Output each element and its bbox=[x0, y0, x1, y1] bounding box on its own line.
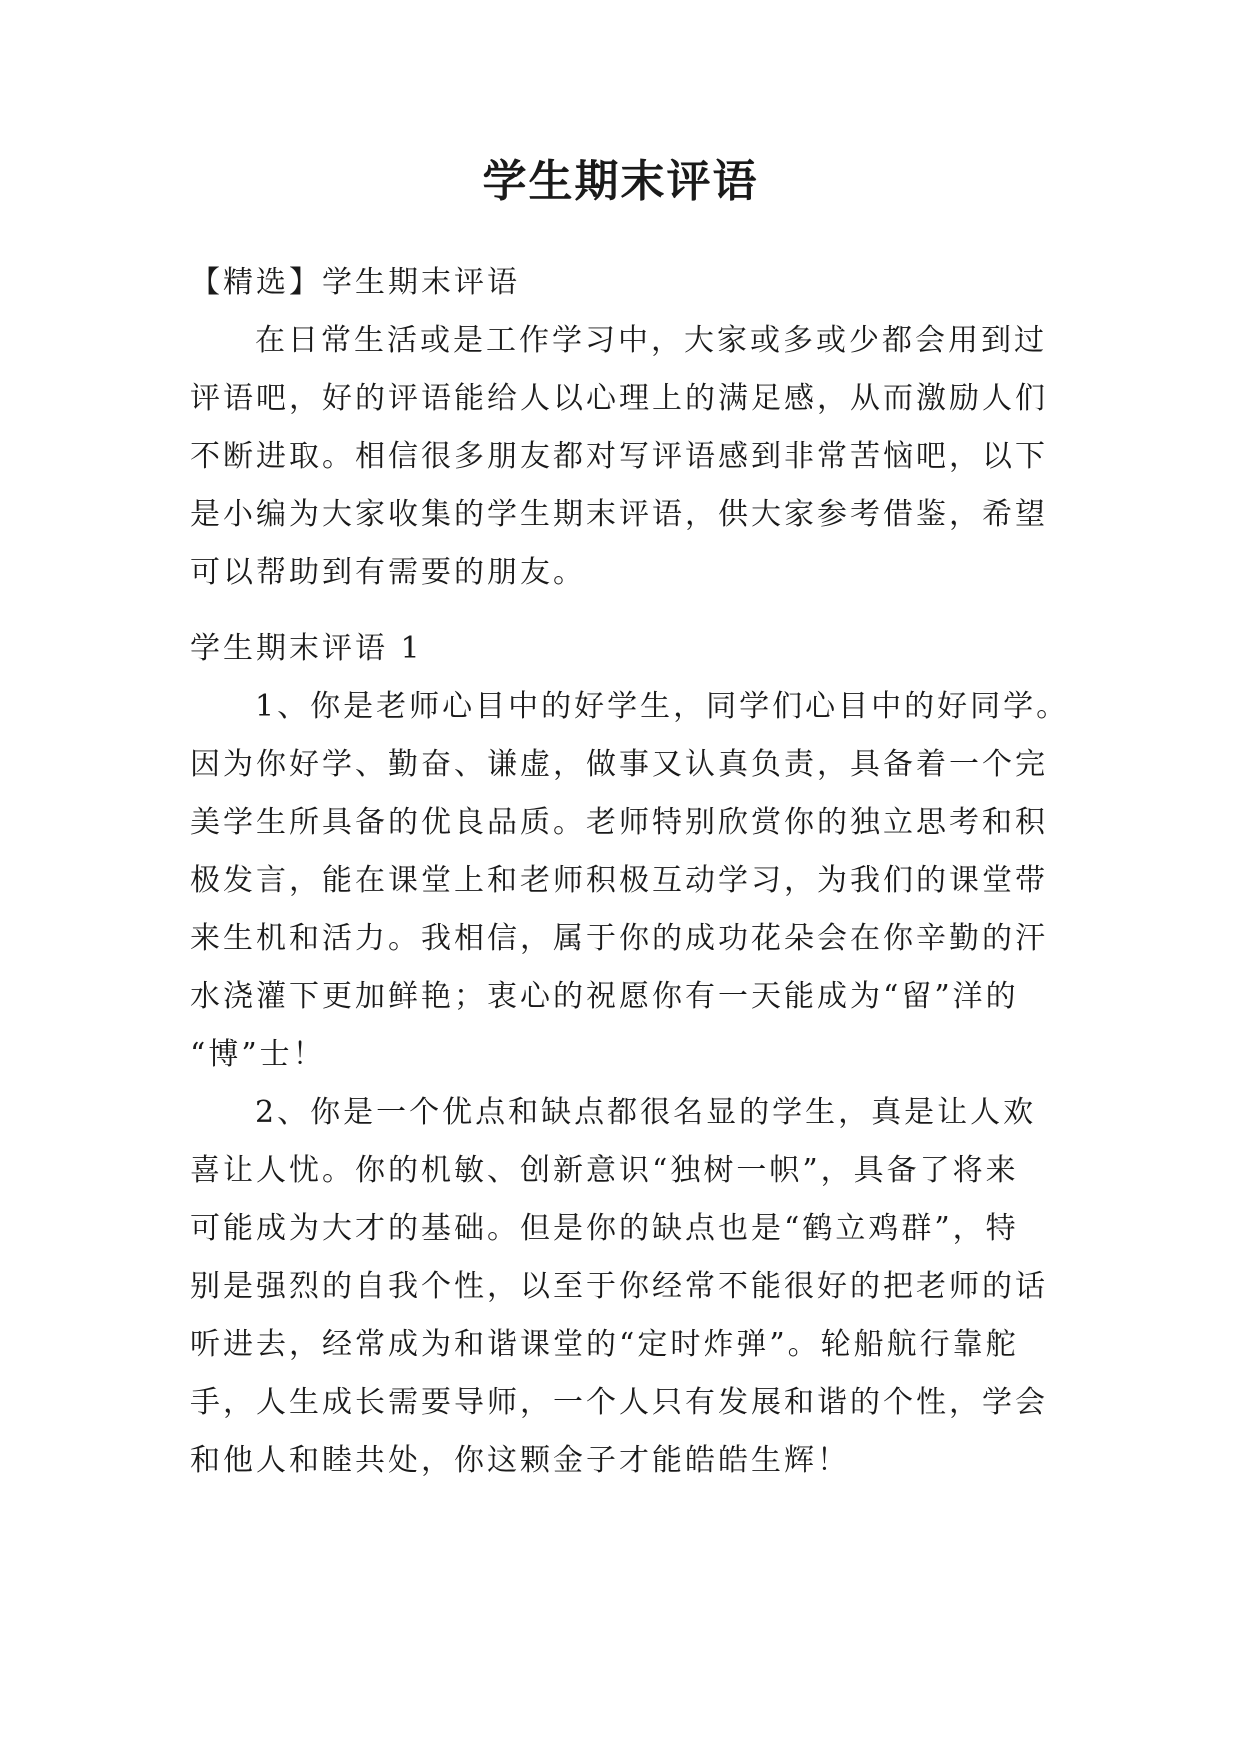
item-2-line: 可能成为大才的基础。但是你的缺点也是“鹤立鸡群”，特 bbox=[190, 1211, 1019, 1246]
section-heading: 学生期末评语 1 bbox=[190, 631, 423, 666]
intro-line: 不断进取。相信很多朋友都对写评语感到非常苦恼吧，以下 bbox=[190, 439, 1048, 474]
item-1-line: 来生机和活力。我相信，属于你的成功花朵会在你辛勤的汗 bbox=[190, 921, 1048, 956]
item-2-line: 听进去，经常成为和谐课堂的“定时炸弹”。轮船航行靠舵 bbox=[190, 1327, 1019, 1362]
item-1-line: 因为你好学、勤奋、谦虚，做事又认真负责，具备着一个完 bbox=[190, 747, 1048, 782]
intro-line: 是小编为大家收集的学生期末评语，供大家参考借鉴，希望 bbox=[190, 497, 1048, 532]
item-2-line: 喜让人忧。你的机敏、创新意识“独树一帜”，具备了将来 bbox=[190, 1153, 1019, 1188]
item-1-line: 美学生所具备的优良品质。老师特别欣赏你的独立思考和积 bbox=[190, 805, 1048, 840]
item-2-line: 手，人生成长需要导师，一个人只有发展和谐的个性，学会 bbox=[190, 1385, 1048, 1420]
item-2-line: 2、你是一个优点和缺点都很名显的学生，真是让人欢 bbox=[255, 1095, 1037, 1130]
item-2-line: 和他人和睦共处，你这颗金子才能皓皓生辉！ bbox=[190, 1443, 850, 1478]
item-1-line: 水浇灌下更加鲜艳；衷心的祝愿你有一天能成为“留”洋的 bbox=[190, 979, 1019, 1014]
intro-section bbox=[190, 254, 1060, 602]
item-2-line: 别是强烈的自我个性，以至于你经常不能很好的把老师的话 bbox=[190, 1269, 1048, 1304]
intro-line: 评语吧，好的评语能给人以心理上的满足感，从而激励人们 bbox=[190, 381, 1048, 416]
intro-line: 在日常生活或是工作学习中，大家或多或少都会用到过 bbox=[255, 323, 1047, 358]
item-1-line: 极发言，能在课堂上和老师积极互动学习，为我们的课堂带 bbox=[190, 863, 1048, 898]
item-1-line: 1、你是老师心目中的好学生，同学们心目中的好同学。 bbox=[255, 689, 1070, 724]
intro-line: 可以帮助到有需要的朋友。 bbox=[190, 555, 586, 590]
section-1 bbox=[190, 620, 1070, 1490]
item-1-line: “博”士！ bbox=[190, 1037, 326, 1072]
intro-heading: 【精选】学生期末评语 bbox=[190, 265, 520, 300]
document-title: 学生期末评语 bbox=[482, 156, 759, 207]
